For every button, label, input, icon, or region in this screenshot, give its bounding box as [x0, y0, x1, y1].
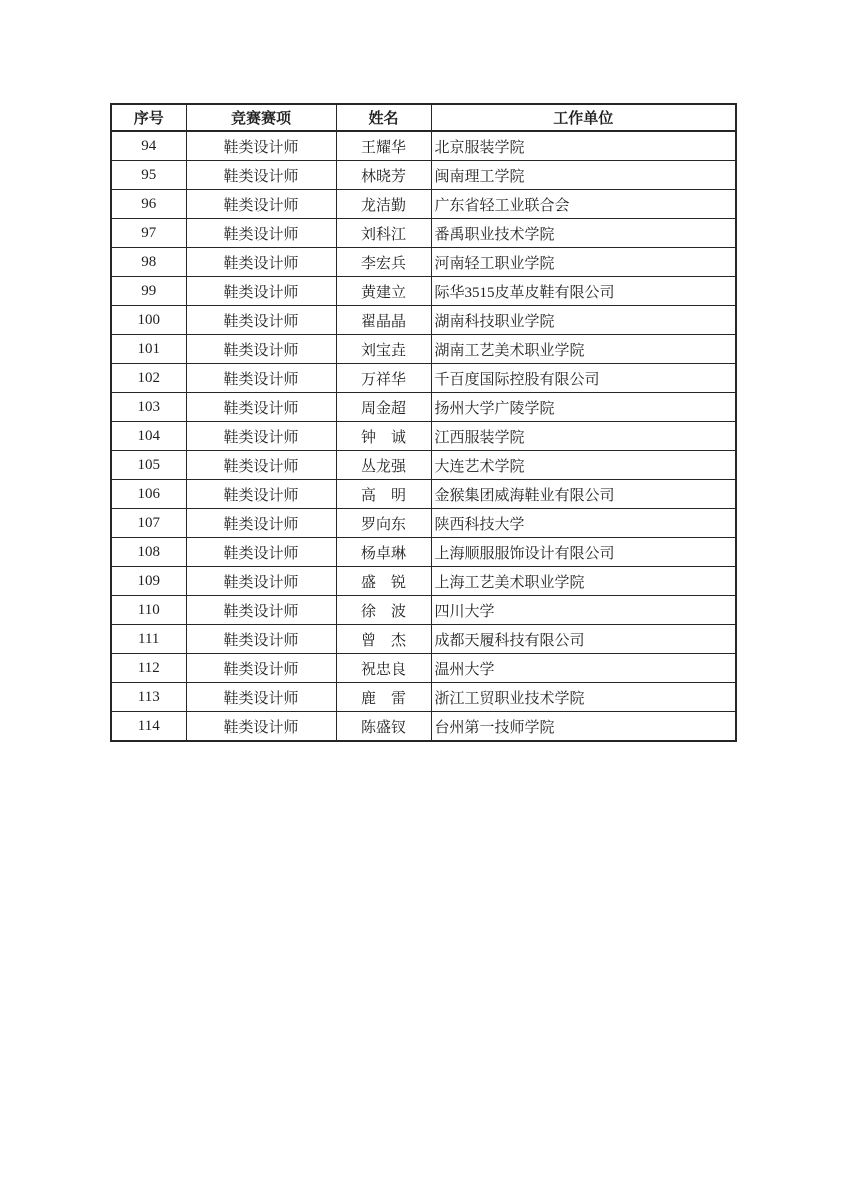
cell-name: 曾 杰 — [336, 625, 431, 654]
cell-name: 丛龙强 — [336, 451, 431, 480]
cell-name: 龙洁勤 — [336, 190, 431, 219]
table-row — [111, 683, 736, 712]
cell-org: 上海顺服服饰设计有限公司 — [431, 538, 736, 567]
cell-name: 祝忠良 — [336, 654, 431, 683]
table-row — [111, 567, 736, 596]
col-header-name: 姓名 — [336, 104, 431, 131]
cell-org: 湖南科技职业学院 — [431, 306, 736, 335]
table-row — [111, 161, 736, 190]
table-row — [111, 712, 736, 742]
cell-event: 鞋类设计师 — [186, 190, 336, 219]
cell-event: 鞋类设计师 — [186, 364, 336, 393]
cell-index: 99 — [111, 277, 186, 306]
cell-org: 江西服装学院 — [431, 422, 736, 451]
cell-event: 鞋类设计师 — [186, 480, 336, 509]
table-row — [111, 277, 736, 306]
cell-org: 千百度国际控股有限公司 — [431, 364, 736, 393]
cell-name: 钟 诚 — [336, 422, 431, 451]
cell-index: 110 — [111, 596, 186, 625]
cell-index: 114 — [111, 712, 186, 742]
cell-org: 北京服装学院 — [431, 131, 736, 161]
cell-event: 鞋类设计师 — [186, 683, 336, 712]
cell-index: 97 — [111, 219, 186, 248]
cell-org: 成都天履科技有限公司 — [431, 625, 736, 654]
cell-name: 黄建立 — [336, 277, 431, 306]
table-row — [111, 248, 736, 277]
cell-name: 林晓芳 — [336, 161, 431, 190]
cell-org: 温州大学 — [431, 654, 736, 683]
cell-index: 103 — [111, 393, 186, 422]
cell-event: 鞋类设计师 — [186, 625, 336, 654]
cell-index: 104 — [111, 422, 186, 451]
roster-table — [110, 103, 737, 742]
cell-index: 94 — [111, 131, 186, 161]
cell-org: 台州第一技师学院 — [431, 712, 736, 742]
cell-name: 徐 波 — [336, 596, 431, 625]
cell-event: 鞋类设计师 — [186, 422, 336, 451]
cell-index: 111 — [111, 625, 186, 654]
cell-index: 107 — [111, 509, 186, 538]
table-row — [111, 654, 736, 683]
cell-index: 109 — [111, 567, 186, 596]
cell-name: 李宏兵 — [336, 248, 431, 277]
cell-event: 鞋类设计师 — [186, 393, 336, 422]
table-row — [111, 364, 736, 393]
table-row — [111, 480, 736, 509]
cell-org: 陕西科技大学 — [431, 509, 736, 538]
cell-index: 95 — [111, 161, 186, 190]
cell-event: 鞋类设计师 — [186, 451, 336, 480]
cell-name: 高 明 — [336, 480, 431, 509]
cell-event: 鞋类设计师 — [186, 509, 336, 538]
cell-name: 鹿 雷 — [336, 683, 431, 712]
table-row — [111, 393, 736, 422]
table-row — [111, 509, 736, 538]
cell-org: 河南轻工职业学院 — [431, 248, 736, 277]
cell-org: 番禹职业技术学院 — [431, 219, 736, 248]
cell-name: 刘宝垚 — [336, 335, 431, 364]
table-row — [111, 219, 736, 248]
cell-org: 扬州大学广陵学院 — [431, 393, 736, 422]
cell-event: 鞋类设计师 — [186, 277, 336, 306]
cell-name: 翟晶晶 — [336, 306, 431, 335]
table-row — [111, 538, 736, 567]
cell-index: 102 — [111, 364, 186, 393]
cell-name: 陈盛钗 — [336, 712, 431, 742]
cell-event: 鞋类设计师 — [186, 306, 336, 335]
cell-org: 际华3515皮革皮鞋有限公司 — [431, 277, 736, 306]
cell-index: 100 — [111, 306, 186, 335]
col-header-index: 序号 — [111, 104, 186, 131]
cell-event: 鞋类设计师 — [186, 219, 336, 248]
cell-org: 广东省轻工业联合会 — [431, 190, 736, 219]
cell-index: 105 — [111, 451, 186, 480]
cell-index: 98 — [111, 248, 186, 277]
cell-org: 浙江工贸职业技术学院 — [431, 683, 736, 712]
cell-event: 鞋类设计师 — [186, 596, 336, 625]
table-row — [111, 306, 736, 335]
table-row — [111, 422, 736, 451]
cell-index: 108 — [111, 538, 186, 567]
table-body — [111, 131, 736, 741]
cell-name: 周金超 — [336, 393, 431, 422]
col-header-event: 竞赛赛项 — [186, 104, 336, 131]
cell-name: 杨卓琳 — [336, 538, 431, 567]
cell-org: 闽南理工学院 — [431, 161, 736, 190]
table-row — [111, 335, 736, 364]
header-row — [111, 104, 736, 131]
cell-event: 鞋类设计师 — [186, 131, 336, 161]
cell-event: 鞋类设计师 — [186, 654, 336, 683]
table-row — [111, 190, 736, 219]
table-row — [111, 596, 736, 625]
table-row — [111, 131, 736, 161]
cell-org: 金猴集团威海鞋业有限公司 — [431, 480, 736, 509]
cell-name: 刘科江 — [336, 219, 431, 248]
cell-index: 106 — [111, 480, 186, 509]
cell-name: 盛 锐 — [336, 567, 431, 596]
col-header-org: 工作单位 — [431, 104, 736, 131]
cell-event: 鞋类设计师 — [186, 567, 336, 596]
cell-name: 罗向东 — [336, 509, 431, 538]
cell-event: 鞋类设计师 — [186, 712, 336, 742]
cell-event: 鞋类设计师 — [186, 335, 336, 364]
table-row — [111, 451, 736, 480]
cell-name: 王耀华 — [336, 131, 431, 161]
cell-org: 上海工艺美术职业学院 — [431, 567, 736, 596]
cell-index: 112 — [111, 654, 186, 683]
cell-org: 大连艺术学院 — [431, 451, 736, 480]
cell-index: 113 — [111, 683, 186, 712]
cell-index: 96 — [111, 190, 186, 219]
cell-org: 四川大学 — [431, 596, 736, 625]
cell-event: 鞋类设计师 — [186, 248, 336, 277]
table-row — [111, 625, 736, 654]
cell-index: 101 — [111, 335, 186, 364]
cell-event: 鞋类设计师 — [186, 538, 336, 567]
cell-org: 湖南工艺美术职业学院 — [431, 335, 736, 364]
cell-event: 鞋类设计师 — [186, 161, 336, 190]
cell-name: 万祥华 — [336, 364, 431, 393]
